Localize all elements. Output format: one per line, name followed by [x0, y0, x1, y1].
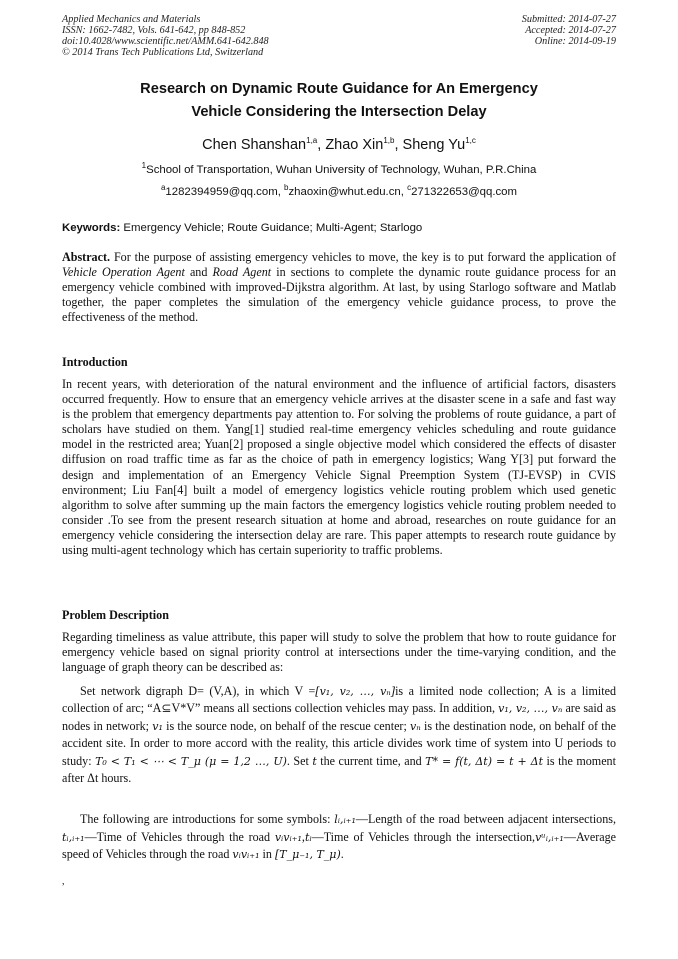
title-line-1: Research on Dynamic Route Guidance for An Emergency	[140, 81, 538, 97]
text-run: .	[340, 847, 344, 862]
math-time-periods: T₀ < T₁ < ⋯ < T_μ (μ = 1,2 …, U)	[95, 754, 287, 768]
copyright-line: © 2014 Trans Tech Publications Ltd, Switzerland	[62, 47, 264, 58]
author-sup: 1,b	[383, 136, 395, 146]
keywords-text: Emergency Vehicle; Route Guidance; Multi-Agent; Starlogo	[123, 222, 423, 234]
math-symbol: tᵢ,ᵢ₊₁	[62, 830, 85, 844]
problem-paragraph-3	[62, 811, 616, 864]
section-heading-problem: Problem Description	[62, 608, 169, 622]
math-symbol: vᵢvᵢ₊₁	[232, 848, 260, 862]
dates-info	[522, 14, 616, 47]
text-run: in	[262, 847, 272, 862]
author-list: Chen Shanshan$^{1,a}$, Zhao Xin$^{1,b}$, Sheng Yu$^{1,c}$	[202, 136, 476, 153]
text-run: ,	[301, 829, 305, 844]
email-link[interactable]: 1282394959@qq.com	[165, 186, 278, 198]
affiliation-sup: 1	[141, 161, 147, 171]
abstract-text: For the purpose of assisting emergency vehicles to move, the key is to put forward the application of	[113, 250, 616, 264]
text-run: is the destination node, on behalf of the accident site. In order to more accord with the reality, this article divides work time of system into U periods to study:	[62, 718, 616, 768]
math-moment-formula: T* = f(t, Δt) = t + Δt	[425, 754, 544, 768]
text-run: . Set	[286, 753, 309, 768]
email-sup: c	[407, 183, 412, 193]
math-current-time: t	[312, 754, 317, 768]
email-sup: b	[284, 183, 289, 193]
abstract-text: in sections to complete the dynamic route guidance process for an emergency vehicle combined with improved-Dijkstra algorithm. At last, by using Starlogo software and Matlab together, the paper completes the simulation of the emergency vehicle guidance process, to prove the effectiveness of the method.	[62, 265, 617, 325]
text-run: —Time of Vehicles through the intersection,	[311, 829, 536, 844]
email-link[interactable]: 271322653@qq.com	[411, 186, 518, 198]
text-run: is the moment after Δt hours.	[62, 753, 616, 786]
problem-paragraph-2	[62, 683, 616, 787]
email-sup: a	[160, 183, 166, 193]
math-nodes: v₁, v₂, …, vₙ	[498, 702, 563, 716]
author-sup: 1,c	[465, 136, 476, 146]
math-symbol: vᵢvᵢ₊₁	[274, 830, 302, 844]
journal-info	[62, 14, 269, 58]
doi-line: doi:10.4028/www.scientific.net/AMM.641-642.848	[62, 36, 269, 47]
journal-name: Applied Mechanics and Materials	[62, 14, 201, 25]
keywords-label: Keywords:	[62, 222, 121, 234]
math-source-node: v₁	[152, 719, 163, 733]
abstract-emphasis: Vehicle Operation Agent	[62, 265, 185, 280]
email-list: $^a$1282394959@qq.com, $^b$zhaoxin@whut.edu.cn, $^c$271322653@qq.com	[160, 183, 518, 198]
accepted-date: Accepted: 2014-07-27	[525, 25, 616, 36]
stray-mark: ,	[62, 876, 65, 887]
author-sup: 1,a	[306, 136, 318, 146]
text-run: —Average speed of Vehicles through the road	[62, 829, 616, 862]
author-name: Chen Shanshan	[202, 137, 307, 153]
abstract-label: Abstract.	[62, 250, 111, 264]
problem-paragraph-1: Regarding timeliness as value attribute, this paper will study to solve the problem that how to route guidance for emergency vehicle based on signal priority control at intersections under the time-varying condition, and the language of graph theory can be described as:	[62, 630, 616, 675]
abstract	[62, 250, 616, 325]
abstract-emphasis: Road Agent	[212, 265, 272, 280]
text-run: the current time, and	[320, 753, 422, 768]
text-run: The following are introductions for some symbols:	[80, 812, 331, 826]
math-destination-node: vₙ	[410, 719, 421, 733]
text-run: is a limited node collection; A is a limited collection of arc; “A⊆V*V” means all sections collection vehicles may pass. In addition,	[62, 684, 617, 716]
text-run: —Time of Vehicles through the road	[84, 829, 271, 844]
online-date: Online: 2014-09-19	[534, 36, 616, 47]
affiliation	[62, 162, 616, 178]
text-run: Set network digraph D= (V,A), in which V =	[80, 684, 316, 698]
affiliation-text: School of Transportation, Wuhan University of Technology, Wuhan, P.R.China	[146, 164, 537, 176]
paper-title	[62, 78, 616, 124]
math-symbol: tᵢ	[304, 830, 312, 844]
text-run: —Length of the road between adjacent intersections,	[355, 812, 616, 826]
author-name: Sheng Yu	[402, 137, 466, 153]
section-heading-introduction: Introduction	[62, 355, 128, 369]
submitted-date: Submitted: 2014-07-27	[521, 14, 616, 25]
math-symbol: lᵢ,ᵢ₊₁	[334, 813, 356, 826]
abstract-text: and	[189, 265, 208, 280]
text-run: are said as nodes in network;	[62, 701, 616, 733]
title-line-2: Vehicle Considering the Intersection Delay	[191, 104, 487, 120]
math-node-set: [v₁, v₂, …, vₙ]	[315, 685, 396, 698]
issn-line: ISSN: 1662-7482, Vols. 641-642, pp 848-852	[62, 25, 246, 36]
email-link[interactable]: zhaoxin@whut.edu.cn	[288, 186, 401, 198]
math-symbol: [T_μ₋₁, T_μ)	[274, 848, 341, 862]
introduction-paragraph: In recent years, with deterioration of the natural environment and the influence of artificial factors, disasters occurred frequently. How to ensure that an emergency vehicle arrives at the disaster scene in a safe and fast way is the problem that emergency departments pay attention to. For solving the problems of route guidance, a part of scholars have studied on them. Yang[1] studied real-time emergency vehicles scheduling and route guidance model in the restricted area; Yuan[2] proposed a single objective model which considered the effects of disaster diffusion on road traffic time as far as the choice of path in emergency logistics; Wang Y[3] put forward the design and implementation of an Emergency Vehicle Signal Preemption System (TJ-EVSP) in CVIS environment; Liu Fan[4] built a model of emergency logistics vehicle routing problem which used genetic algorithm to solve after summing up the main factors the emergency logistics vehicle routing problem needed to consider .To see from the present research situation at home and abroad, researches on route guidance for an emergency vehicle considering the intersection delay are rare. This paper attempts to research route guidance by using multi-agent technology which has certain superiority to traffic problems.	[62, 377, 616, 558]
math-symbol: vᵘᵢ,ᵢ₊₁	[535, 830, 564, 844]
text-run: is the source node, on behalf of the rescue center;	[166, 718, 407, 733]
author-name: Zhao Xin	[325, 137, 384, 153]
keywords	[62, 220, 616, 236]
